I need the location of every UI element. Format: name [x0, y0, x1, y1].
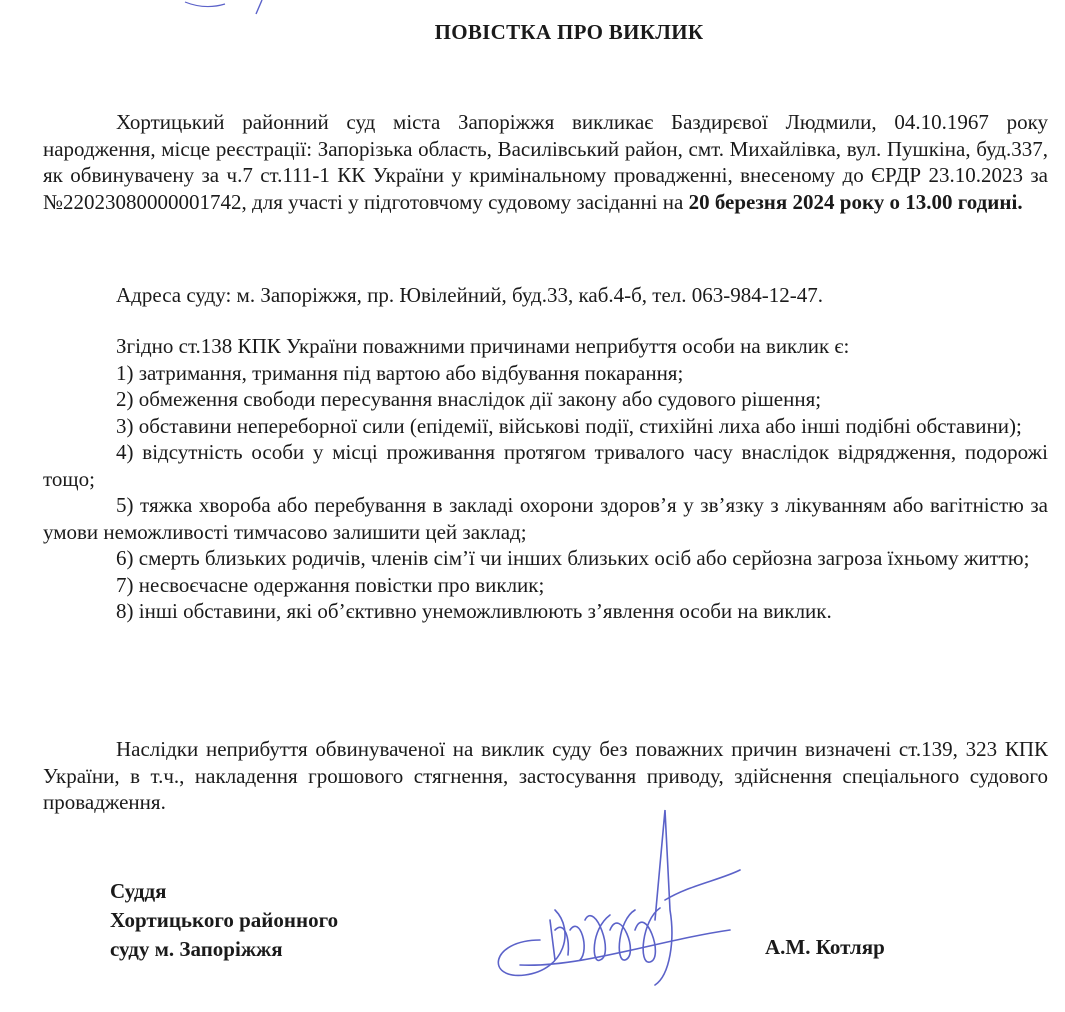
reason-item: 6) смерть близьких родичів, членів сім’ї чи інших близьких осіб або серйозна загроза їхньому життю; [116, 546, 1030, 570]
reason-item: 1) затримання, тримання під вартою або відбування покарання; [116, 360, 684, 385]
reason-item: 8) інші обставини, які об’єктивно унеможливлюють з’явлення особи на виклик. [116, 599, 832, 623]
valid-reasons-block [43, 333, 1048, 625]
judge-title-line: Суддя [110, 879, 167, 903]
document-title: ПОВІСТКА ПРО ВИКЛИК [434, 20, 704, 44]
judge-title-block [110, 877, 338, 964]
handwritten-signature [480, 790, 760, 990]
reason-item: 5) тяжка хвороба або перебування в закладі охорони здоров’я у зв’язку з лікуванням або вагітністю за умови неможливості тимчасово залишити цей заклад; [43, 493, 1048, 544]
reason-item: 7) несвоєчасне одержання повістки про виклик; [116, 572, 545, 597]
judge-title-line: Хортицького районного [110, 908, 339, 932]
reason-item: 2) обмеження свободи пересування внаслідок дії закону або судового рішення; [116, 387, 822, 411]
judge-title-line: суду м. Запоріжжя [110, 937, 283, 961]
reasons-intro: Згідно ст.138 КПК України поважними причинами неприбуття особи на виклик є: [116, 334, 850, 358]
pen-mark [180, 0, 280, 20]
court-address-block [43, 282, 1048, 309]
reason-item: 3) обставини непереборної сили (епідемії, військові події, стихійні лиха або інші подібні обставини); [116, 413, 1022, 438]
reason-item: 4) відсутність особи у місці проживання протягом тривалого часу внаслідок відрядження, подорожі тощо; [43, 440, 1048, 491]
consequences-text: Наслідки неприбуття обвинуваченої на виклик суду без поважних причин визначені ст.139, 323 КПК України, в т.ч., накладення грошового стягнення, застосування приводу, здійснення спеціального судового провадження. [43, 737, 1048, 814]
court-address: Адреса суду: м. Запоріжжя, пр. Ювілейний, буд.33, каб.4-б, тел. 063-984-12-47. [116, 283, 824, 307]
summons-text: Хортицький районний суд міста Запоріжжя викликає Баздирєвої Людмили, 04.10.1967 року народження, місце реєстрації: Запорізька область, Василівський район, смт. Михайлівка, вул. Пушкіна, буд.337, як обвинувачену за ч.7 ст.111-1 КК України у кримінальному провадженні, внесеному до ЄРДР 23.10.2023 за №22023080000001742, для участі у підготовчому судовому засіданні на [43, 110, 1048, 214]
summons-paragraph [43, 109, 1048, 215]
hearing-datetime: 20 березня 2024 року о 13.00 годині. [688, 189, 1023, 214]
judge-name: А.М. Котляр [765, 935, 885, 959]
